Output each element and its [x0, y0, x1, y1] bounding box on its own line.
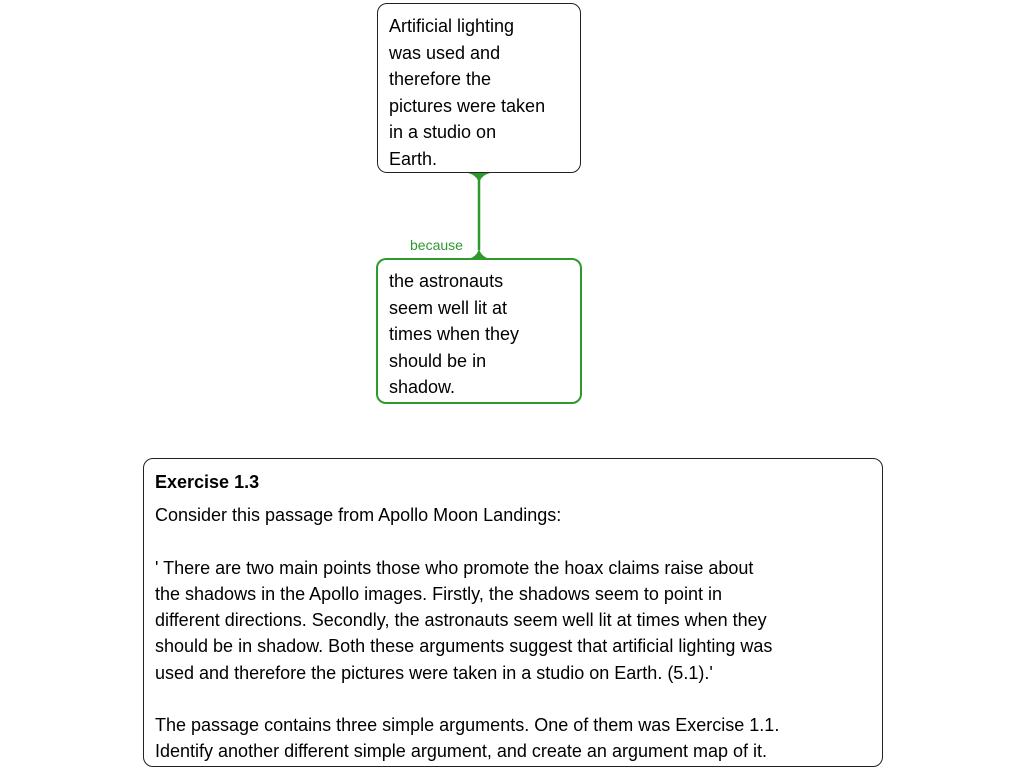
exercise-title: Exercise 1.3 [155, 472, 260, 492]
exercise-passage: ' There are two main points those who promote the hoax claims raise about the shadows in the Apollo images. Firstly, the shadows seem to point in different directions. Secondly, the astronauts seem well lit at times when they should be in shadow. Both these arguments suggest that artificial lighting was used and therefore the pictures were taken in a studio on Earth. (5.1).' [155, 557, 773, 683]
exercise-box [143, 458, 883, 767]
exercise-intro: Consider this passage from Apollo Moon Landings: [155, 505, 562, 526]
because-label: because [410, 237, 463, 253]
reason-text: the astronauts seem well lit at times when they should be in shadow. [389, 271, 520, 397]
claim-text: Artificial lighting was used and therefore the pictures were taken in a studio on Earth. [389, 16, 546, 169]
paragraph-spacer [155, 686, 872, 712]
reason-node[interactable] [376, 258, 582, 404]
claim-node[interactable] [377, 3, 581, 173]
exercise-task: The passage contains three simple arguments. One of them was Exercise 1.1. Identify another different simple argument, and create an argument map of it. [155, 715, 780, 762]
paragraph-spacer [155, 529, 872, 555]
connector-top-flare [468, 173, 490, 186]
